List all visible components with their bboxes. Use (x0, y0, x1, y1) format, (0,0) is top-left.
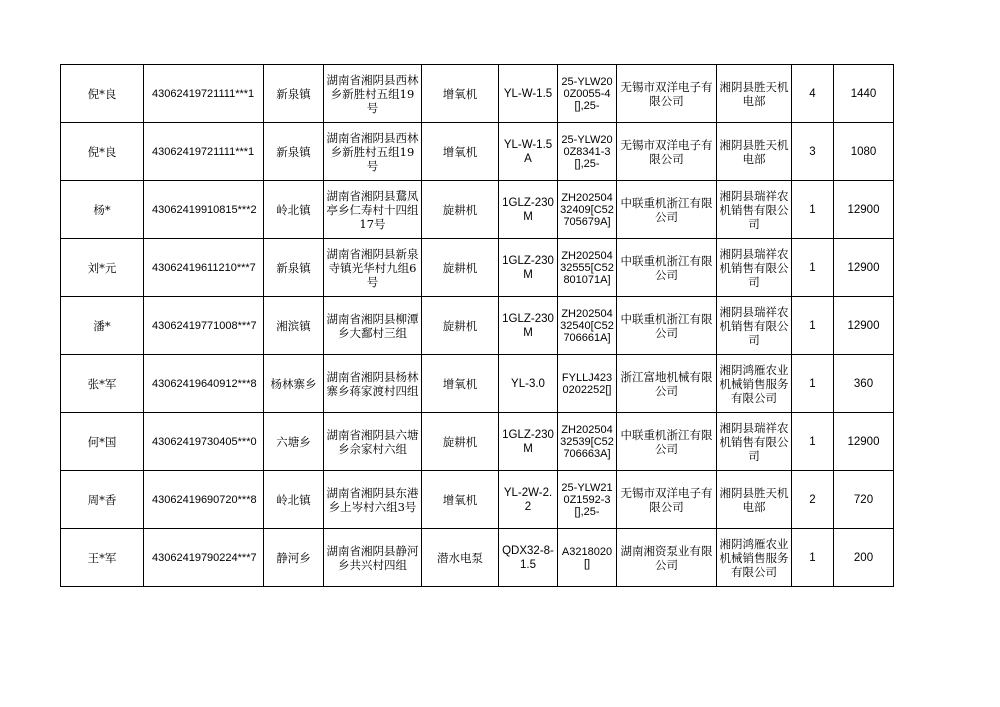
serial-number-cell: 25-YLW200Z0055-4[],25- (558, 65, 617, 123)
id-number-cell: 43062419690720***8 (144, 471, 264, 529)
address-cell: 湖南省湘阴县西林乡新胜村五组19号 (324, 123, 422, 181)
serial-number-cell: ZH20250432540[C52706661A] (558, 297, 617, 355)
name-cell: 张*军 (61, 355, 144, 413)
model-cell: 1GLZ-230M (499, 239, 558, 297)
address-cell: 湖南省湘阴县新泉寺镇光华村九组6号 (324, 239, 422, 297)
town-cell: 岭北镇 (264, 471, 324, 529)
table-row (61, 297, 894, 355)
id-number-cell: 43062419640912***8 (144, 355, 264, 413)
name-cell: 潘* (61, 297, 144, 355)
model-cell: 1GLZ-230M (499, 181, 558, 239)
manufacturer-cell: 中联重机浙江有限公司 (617, 297, 717, 355)
model-cell: 1GLZ-230M (499, 297, 558, 355)
machine-type-cell: 增氧机 (422, 355, 499, 413)
quantity-cell: 4 (792, 65, 834, 123)
dealer-cell: 湘阴县瑞祥农机销售有限公司 (717, 297, 792, 355)
manufacturer-cell: 中联重机浙江有限公司 (617, 239, 717, 297)
serial-number-cell: A3218020[] (558, 529, 617, 587)
subsidy-table (60, 64, 894, 587)
machine-type-cell: 旋耕机 (422, 297, 499, 355)
address-cell: 湖南省湘阴县杨林寨乡蒋家渡村四组 (324, 355, 422, 413)
machine-type-cell: 潜水电泵 (422, 529, 499, 587)
id-number-cell: 43062419721111***1 (144, 65, 264, 123)
serial-number-cell: ZH20250432539[C52706663A] (558, 413, 617, 471)
name-cell: 刘*元 (61, 239, 144, 297)
amount-cell: 1440 (834, 65, 894, 123)
dealer-cell: 湘阴县胜天机电部 (717, 65, 792, 123)
manufacturer-cell: 中联重机浙江有限公司 (617, 181, 717, 239)
model-cell: YL-3.0 (499, 355, 558, 413)
manufacturer-cell: 浙江富地机械有限公司 (617, 355, 717, 413)
serial-number-cell: FYLLJ4230202252[] (558, 355, 617, 413)
manufacturer-cell: 湖南湘资泵业有限公司 (617, 529, 717, 587)
quantity-cell: 1 (792, 355, 834, 413)
machine-type-cell: 增氧机 (422, 123, 499, 181)
id-number-cell: 43062419910815***2 (144, 181, 264, 239)
address-cell: 湖南省湘阴县静河乡共兴村四组 (324, 529, 422, 587)
model-cell: YL-W-1.5 (499, 65, 558, 123)
machine-type-cell: 旋耕机 (422, 181, 499, 239)
dealer-cell: 湘阴县瑞祥农机销售有限公司 (717, 181, 792, 239)
dealer-cell: 湘阴鸿雁农业机械销售服务有限公司 (717, 355, 792, 413)
quantity-cell: 1 (792, 413, 834, 471)
table-row (61, 65, 894, 123)
amount-cell: 12900 (834, 297, 894, 355)
model-cell: YL-2W-2.2 (499, 471, 558, 529)
serial-number-cell: 25-YLW200Z8341-3[],25- (558, 123, 617, 181)
table-row (61, 123, 894, 181)
town-cell: 新泉镇 (264, 123, 324, 181)
amount-cell: 360 (834, 355, 894, 413)
quantity-cell: 1 (792, 297, 834, 355)
manufacturer-cell: 无锡市双洋电子有限公司 (617, 65, 717, 123)
name-cell: 倪*良 (61, 123, 144, 181)
table-row (61, 355, 894, 413)
dealer-cell: 湘阴鸿雁农业机械销售服务有限公司 (717, 529, 792, 587)
address-cell: 湖南省湘阴县东港乡上岑村六组3号 (324, 471, 422, 529)
name-cell: 周*香 (61, 471, 144, 529)
address-cell: 湖南省湘阴县鵞凤亭乡仁寿村十四组17号 (324, 181, 422, 239)
quantity-cell: 3 (792, 123, 834, 181)
dealer-cell: 湘阴县胜天机电部 (717, 123, 792, 181)
dealer-cell: 湘阴县瑞祥农机销售有限公司 (717, 239, 792, 297)
address-cell: 湖南省湘阴县六塘乡佘家村六组 (324, 413, 422, 471)
serial-number-cell: ZH20250432555[C52801071A] (558, 239, 617, 297)
manufacturer-cell: 无锡市双洋电子有限公司 (617, 471, 717, 529)
id-number-cell: 43062419790224***7 (144, 529, 264, 587)
table-row (61, 181, 894, 239)
town-cell: 湘滨镇 (264, 297, 324, 355)
amount-cell: 12900 (834, 239, 894, 297)
machine-type-cell: 增氧机 (422, 471, 499, 529)
table-row (61, 529, 894, 587)
table-row (61, 239, 894, 297)
dealer-cell: 湘阴县瑞祥农机销售有限公司 (717, 413, 792, 471)
id-number-cell: 43062419721111***1 (144, 123, 264, 181)
address-cell: 湖南省湘阴县西林乡新胜村五组19号 (324, 65, 422, 123)
town-cell: 静河乡 (264, 529, 324, 587)
amount-cell: 720 (834, 471, 894, 529)
serial-number-cell: ZH20250432409[C52705679A] (558, 181, 617, 239)
manufacturer-cell: 无锡市双洋电子有限公司 (617, 123, 717, 181)
name-cell: 何*国 (61, 413, 144, 471)
quantity-cell: 1 (792, 239, 834, 297)
quantity-cell: 2 (792, 471, 834, 529)
town-cell: 杨林寨乡 (264, 355, 324, 413)
table-row (61, 471, 894, 529)
amount-cell: 12900 (834, 181, 894, 239)
address-cell: 湖南省湘阴县柳潭乡大鄱村三组 (324, 297, 422, 355)
town-cell: 新泉镇 (264, 239, 324, 297)
town-cell: 岭北镇 (264, 181, 324, 239)
quantity-cell: 1 (792, 529, 834, 587)
model-cell: 1GLZ-230M (499, 413, 558, 471)
quantity-cell: 1 (792, 181, 834, 239)
name-cell: 杨* (61, 181, 144, 239)
amount-cell: 200 (834, 529, 894, 587)
machine-type-cell: 旋耕机 (422, 239, 499, 297)
name-cell: 王*军 (61, 529, 144, 587)
amount-cell: 12900 (834, 413, 894, 471)
amount-cell: 1080 (834, 123, 894, 181)
id-number-cell: 43062419611210***7 (144, 239, 264, 297)
name-cell: 倪*良 (61, 65, 144, 123)
machine-type-cell: 旋耕机 (422, 413, 499, 471)
machine-type-cell: 增氧机 (422, 65, 499, 123)
manufacturer-cell: 中联重机浙江有限公司 (617, 413, 717, 471)
town-cell: 新泉镇 (264, 65, 324, 123)
id-number-cell: 43062419730405***0 (144, 413, 264, 471)
dealer-cell: 湘阴县胜天机电部 (717, 471, 792, 529)
table-row (61, 413, 894, 471)
model-cell: YL-W-1.5A (499, 123, 558, 181)
id-number-cell: 43062419771008***7 (144, 297, 264, 355)
town-cell: 六塘乡 (264, 413, 324, 471)
model-cell: QDX32-8-1.5 (499, 529, 558, 587)
serial-number-cell: 25-YLW210Z1592-3[],25- (558, 471, 617, 529)
